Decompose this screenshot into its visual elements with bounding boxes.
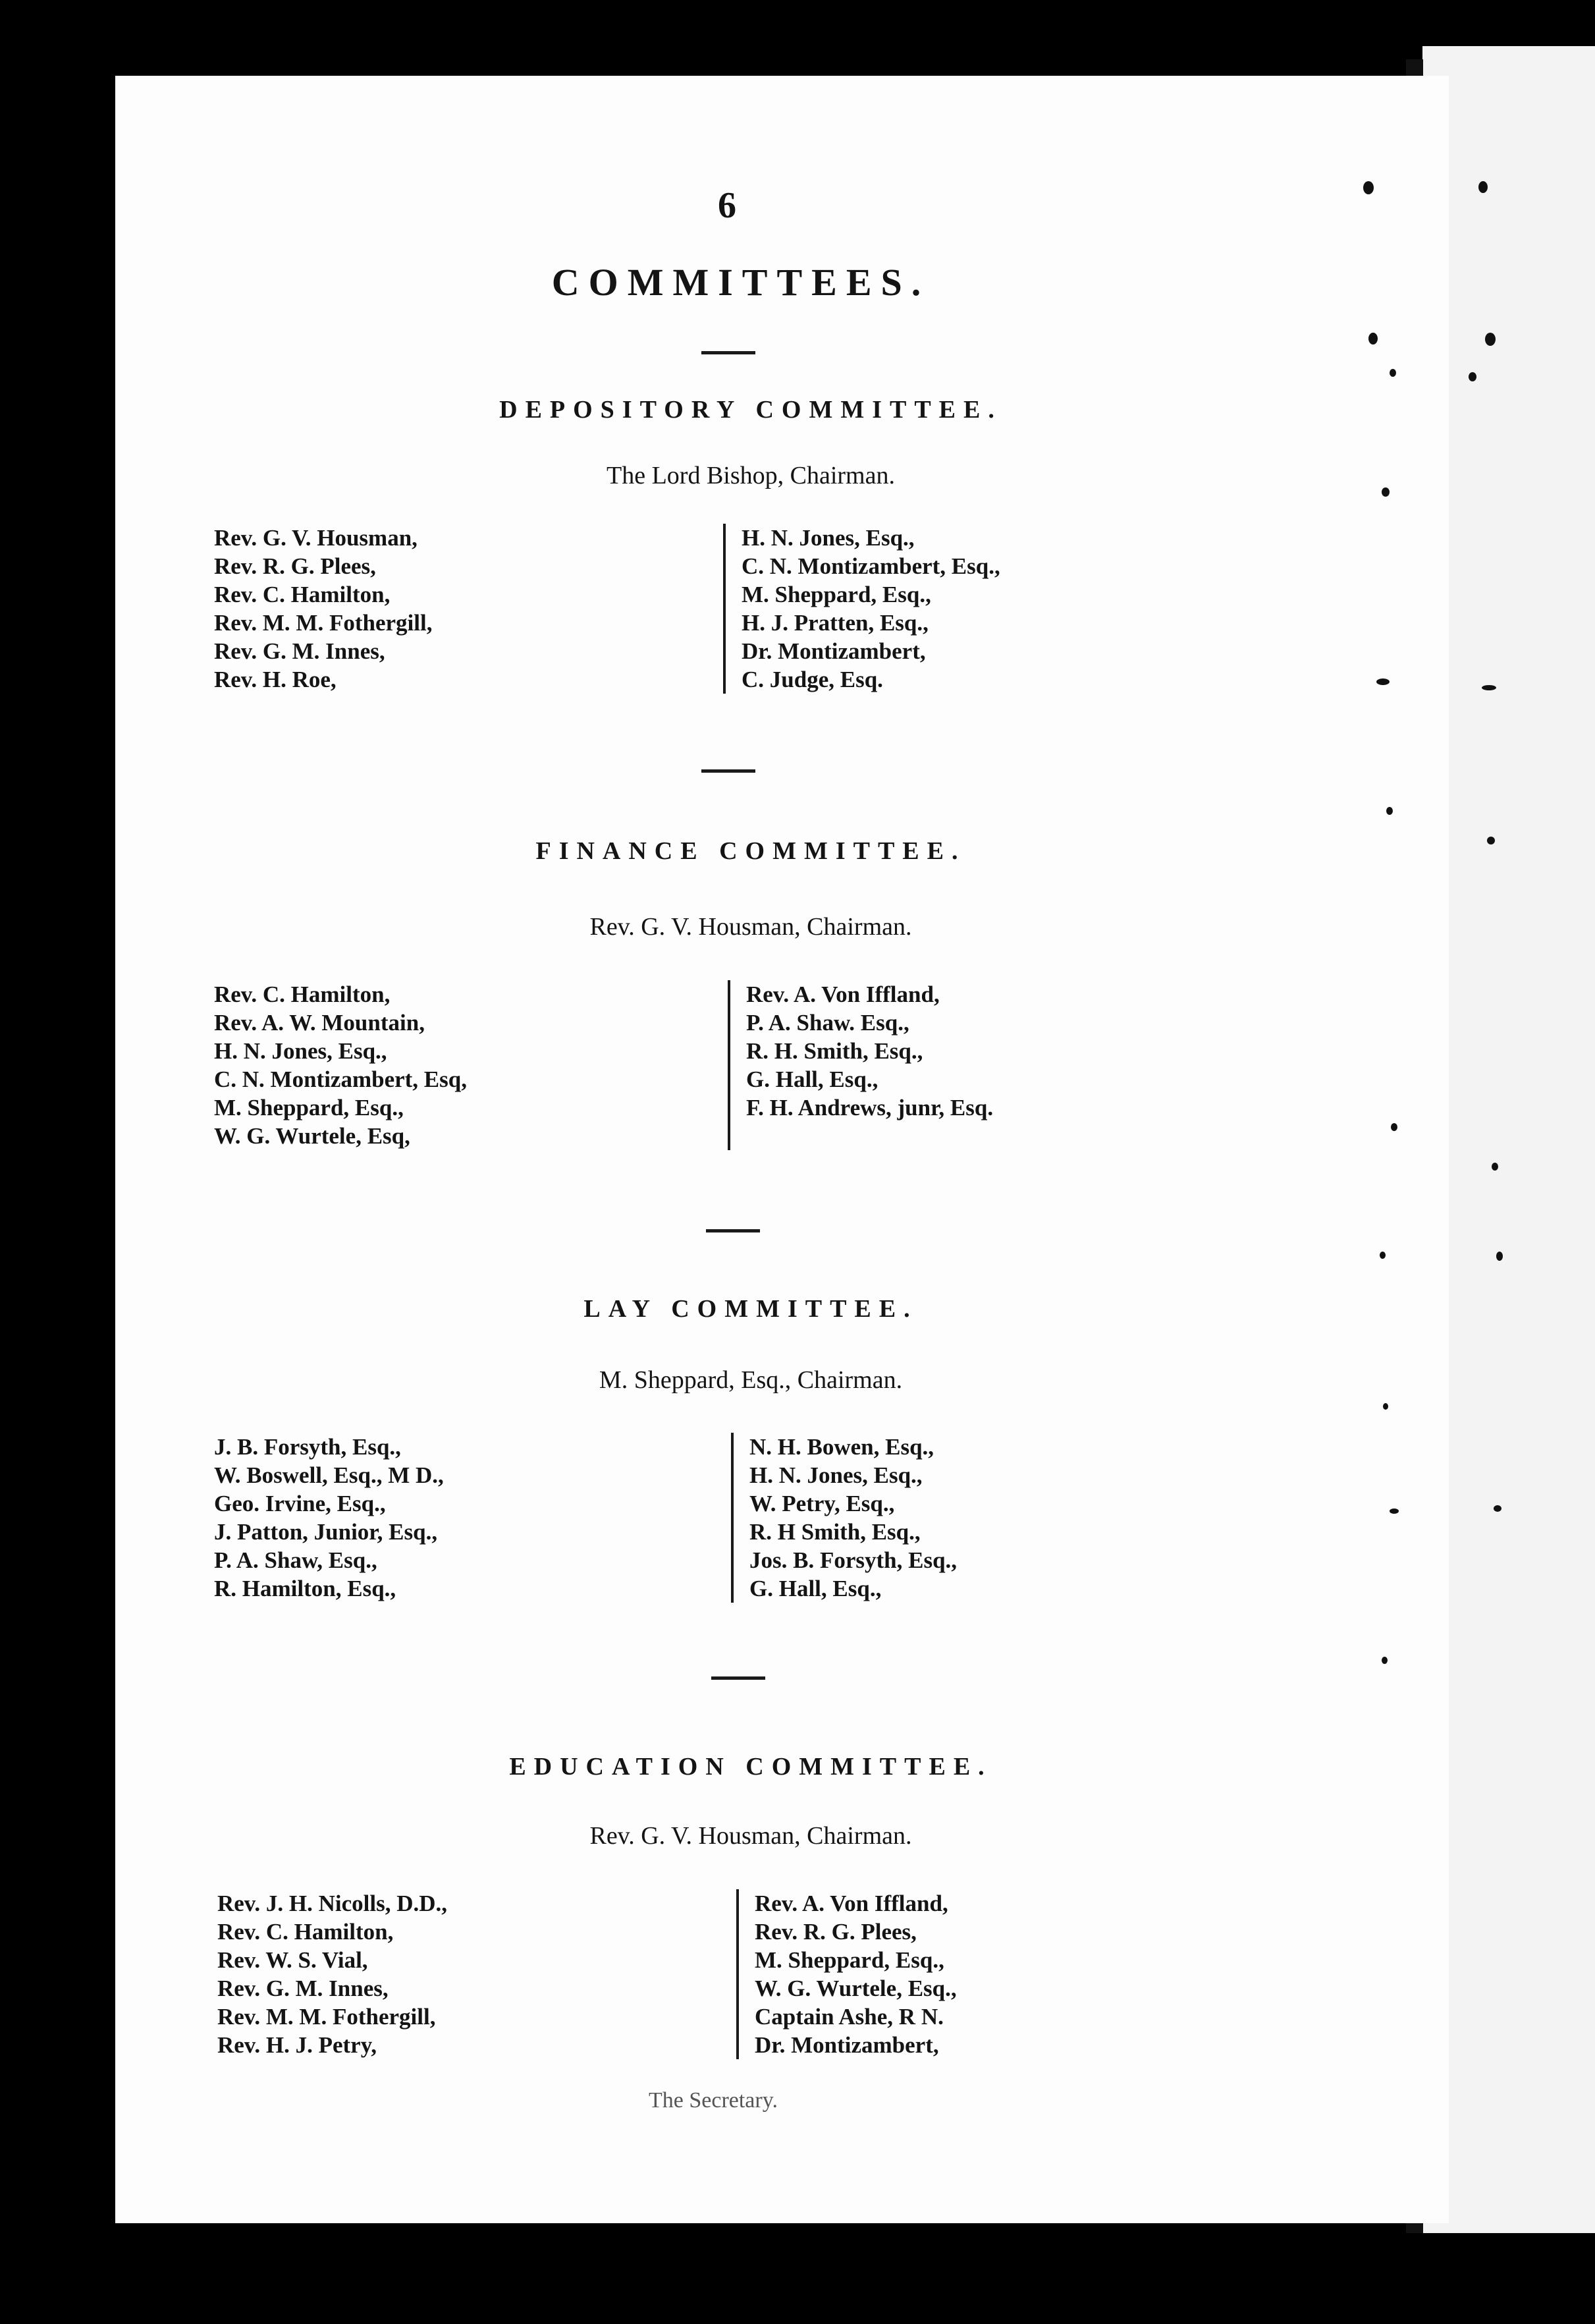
- committee-heading-finance: FINANCE COMMITTEE.: [535, 837, 966, 865]
- member-name: Dr. Montizambert,: [742, 638, 926, 664]
- divider: [711, 1676, 765, 1680]
- scan-speck: [1485, 333, 1496, 346]
- member-name: Rev. G. M. Innes,: [217, 1976, 389, 2001]
- member-name: H. N. Jones, Esq.,: [742, 525, 915, 551]
- member-name: C. N. Montizambert, Esq,: [214, 1066, 467, 1092]
- member-name: H. N. Jones, Esq.,: [749, 1462, 923, 1488]
- committee-chairman-lay: M. Sheppard, Esq., Chairman.: [599, 1366, 903, 1394]
- member-name: G. Hall, Esq.,: [749, 1576, 882, 1601]
- member-name: H. J. Pratten, Esq.,: [742, 610, 929, 636]
- member-name: J. B. Forsyth, Esq.,: [214, 1434, 401, 1460]
- member-name: Dr. Montizambert,: [755, 2032, 939, 2058]
- member-list-right-education: [736, 1889, 957, 2059]
- scan-speck: [1380, 1252, 1386, 1259]
- scan-speck: [1383, 1403, 1388, 1410]
- scan-speck: [1390, 369, 1396, 377]
- member-name: W. G. Wurtele, Esq,: [214, 1123, 410, 1149]
- member-list-right-lay: [731, 1433, 957, 1603]
- member-name: M. Sheppard, Esq.,: [742, 582, 931, 607]
- committee-chairman-finance: Rev. G. V. Housman, Chairman.: [589, 913, 912, 941]
- member-list-left-lay: [214, 1433, 444, 1603]
- member-name: Rev. J. H. Nicolls, D.D.,: [217, 1891, 448, 1916]
- divider: [701, 769, 755, 773]
- member-name: F. H. Andrews, junr, Esq.: [746, 1095, 994, 1120]
- member-name: Rev. A. Von Iffland,: [755, 1891, 948, 1916]
- member-name: R. Hamilton, Esq.,: [214, 1576, 396, 1601]
- member-name: R. H. Smith, Esq.,: [746, 1038, 923, 1064]
- member-name: Captain Ashe, R N.: [755, 2004, 944, 2030]
- scan-speck: [1492, 1163, 1498, 1171]
- divider: [706, 1229, 760, 1232]
- scan-speck: [1382, 487, 1390, 497]
- member-name: Rev. C. Hamilton,: [214, 982, 391, 1007]
- scan-speck: [1386, 807, 1393, 815]
- member-name: G. Hall, Esq.,: [746, 1066, 879, 1092]
- scan-speck: [1382, 1657, 1388, 1664]
- member-list-left-finance: [214, 980, 467, 1150]
- scan-speck: [1363, 181, 1374, 194]
- scan-speck: [1482, 685, 1496, 690]
- member-name: W. Petry, Esq.,: [749, 1491, 895, 1516]
- member-name: Rev. G. V. Housman,: [214, 525, 418, 551]
- member-name: Rev. M. M. Fothergill,: [217, 2004, 436, 2030]
- page-title: COMMITTEES.: [551, 261, 931, 304]
- member-name: C. Judge, Esq.: [742, 667, 883, 692]
- member-list-left-education: [217, 1889, 447, 2059]
- member-name: Rev. C. Hamilton,: [217, 1919, 394, 1945]
- member-name: W. G. Wurtele, Esq.,: [755, 1976, 957, 2001]
- member-name: H. N. Jones, Esq.,: [214, 1038, 387, 1064]
- member-name: Rev. M. M. Fothergill,: [214, 610, 433, 636]
- scan-speck: [1496, 1252, 1503, 1261]
- member-name: Rev. R. G. Plees,: [214, 553, 376, 579]
- member-list-left-depository: [214, 524, 432, 694]
- scan-speck: [1494, 1505, 1501, 1512]
- member-name: Rev. W. S. Vial,: [217, 1947, 368, 1973]
- page-number: 6: [718, 185, 736, 226]
- member-name: Rev. C. Hamilton,: [214, 582, 391, 607]
- committee-chairman-education: Rev. G. V. Housman, Chairman.: [589, 1822, 912, 1850]
- divider: [701, 351, 755, 354]
- committee-chairman-depository: The Lord Bishop, Chairman.: [607, 462, 895, 489]
- member-name: Rev. A. Von Iffland,: [746, 982, 940, 1007]
- member-name: N. H. Bowen, Esq.,: [749, 1434, 934, 1460]
- scan-speck: [1376, 678, 1390, 685]
- member-name: Rev. G. M. Innes,: [214, 638, 385, 664]
- scan-speck: [1391, 1123, 1397, 1131]
- member-name: Geo. Irvine, Esq.,: [214, 1491, 386, 1516]
- scan-speck: [1478, 181, 1488, 193]
- scan-speck: [1390, 1508, 1399, 1514]
- member-name: R. H Smith, Esq.,: [749, 1519, 921, 1545]
- member-name: Rev. A. W. Mountain,: [214, 1010, 425, 1036]
- footer-secretary: The Secretary.: [649, 2088, 778, 2113]
- member-list-right-depository: [723, 524, 1000, 694]
- member-name: C. N. Montizambert, Esq.,: [742, 553, 1000, 579]
- scan-speck: [1368, 333, 1378, 345]
- scan-speck: [1487, 837, 1495, 844]
- member-list-right-finance: [728, 980, 993, 1150]
- member-name: Rev. H. Roe,: [214, 667, 337, 692]
- member-name: M. Sheppard, Esq.,: [755, 1947, 944, 1973]
- member-name: J. Patton, Junior, Esq.,: [214, 1519, 438, 1545]
- member-name: P. A. Shaw, Esq.,: [214, 1547, 377, 1573]
- member-name: Rev. R. G. Plees,: [755, 1919, 917, 1945]
- committee-heading-lay: LAY COMMITTEE.: [583, 1295, 918, 1323]
- member-name: Jos. B. Forsyth, Esq.,: [749, 1547, 958, 1573]
- committee-heading-education: EDUCATION COMMITTEE.: [509, 1753, 992, 1781]
- member-name: P. A. Shaw. Esq.,: [746, 1010, 909, 1036]
- member-name: Rev. H. J. Petry,: [217, 2032, 377, 2058]
- committee-heading-depository: DEPOSITORY COMMITTEE.: [499, 396, 1002, 424]
- scan-speck: [1469, 372, 1476, 381]
- member-name: W. Boswell, Esq., M D.,: [214, 1462, 444, 1488]
- member-name: M. Sheppard, Esq.,: [214, 1095, 404, 1120]
